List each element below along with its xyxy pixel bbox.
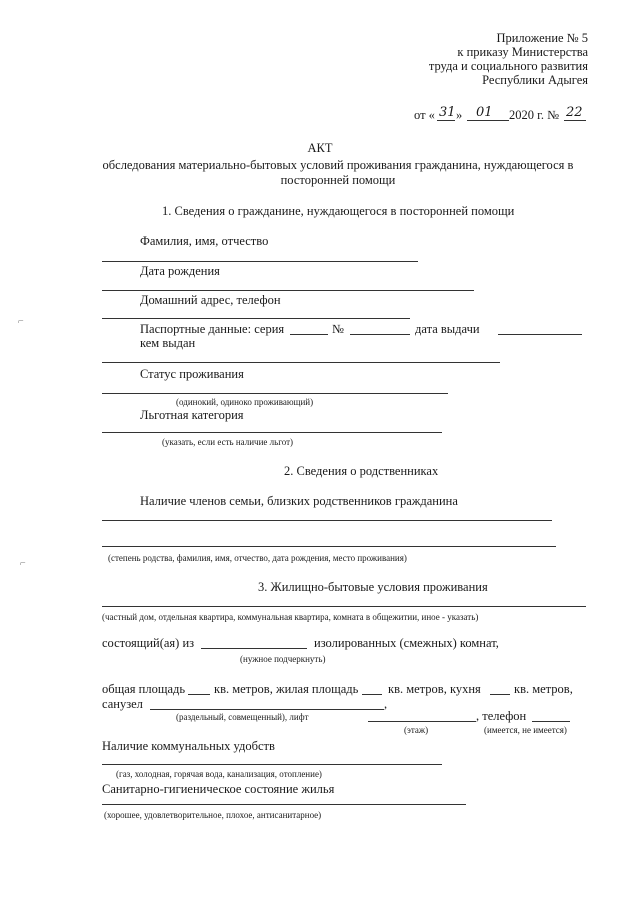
date-month-line [467,120,509,121]
field-elevator[interactable] [368,721,476,722]
label-benefit-category: Льготная категория [140,408,244,422]
date-month: 01 [476,105,493,120]
field-kitchen-area[interactable] [490,694,510,695]
hint-bathroom: (раздельный, совмещенный), лифт [176,712,309,722]
annex-line1: Приложение № 5 [496,31,588,45]
hint-floor: (этаж) [404,725,429,735]
field-living-area[interactable] [362,694,382,695]
label-living-area: кв. метров, жилая площадь [214,682,359,696]
act-number-line [564,120,586,121]
field-fio[interactable] [102,261,418,262]
label-kitchen: кв. метров, кухня [388,682,481,696]
annex-line2: к приказу Министерства [457,45,588,59]
field-relatives-2[interactable] [102,546,556,547]
hint-benefit-category: (указать, если есть наличие льгот) [162,437,294,447]
field-phone[interactable] [532,721,570,722]
hint-underline: (нужное подчеркнуть) [240,654,326,664]
section3-heading: 3. Жилищно-бытовые условия проживания [258,580,488,594]
annex-line4: Республики Адыгея [482,73,588,87]
label-relatives: Наличие членов семьи, близких родственников гражданина [140,494,458,508]
label-passport-series: Паспортные данные: серия [140,322,285,336]
hint-living-status: (одинокий, одиноко проживающий) [176,397,314,407]
label-sanitary: Санитарно-гигиеническое состояние жилья [102,782,335,796]
act-number: 22 [566,105,583,120]
label-utilities: Наличие коммунальных удобств [102,739,275,753]
field-relatives-1[interactable] [102,520,552,521]
field-living-status[interactable] [102,393,448,394]
section2-heading: 2. Сведения о родственниках [284,464,439,478]
field-utilities[interactable] [102,764,442,765]
hint-sanitary: (хорошее, удовлетворительное, плохое, антисанитарное) [104,810,322,820]
field-issue-date[interactable] [498,334,582,335]
date-year: 2020 г. № [509,108,560,122]
act-subtitle-line2: посторонней помощи [280,173,396,187]
label-fio: Фамилия, имя, отчество [140,234,269,248]
label-passport-number: № [332,322,344,336]
section1-heading: 1. Сведения о гражданине, нуждающегося в посторонней помощи [162,204,515,218]
hint-utilities: (газ, холодная, горячая вода, канализация, отопление) [116,769,322,779]
act-subtitle-line1: обследования материально-бытовых условий проживания гражданина, нуждающегося в [102,158,574,172]
act-title: АКТ [307,141,333,155]
field-sanitary[interactable] [102,804,466,805]
field-total-area[interactable] [188,694,210,695]
field-passport-number[interactable] [350,334,410,335]
field-bathroom[interactable] [150,709,384,710]
label-birth-date: Дата рождения [140,264,220,278]
hint-housing-type: (частный дом, отдельная квартира, коммунальная квартира, комната в общежитии, иное - указать) [102,612,479,622]
scan-mark: ⌐ [18,316,24,327]
label-kitchen-unit: кв. метров, [514,682,573,696]
label-rooms: изолированных (смежных) комнат, [314,636,499,650]
field-issued-by[interactable] [102,362,500,363]
comma: , [384,697,388,711]
label-issue-date: дата выдачи [415,322,480,336]
date-close: » [456,108,463,122]
annex-line3: труда и социального развития [428,59,588,73]
date-from: от « [414,108,435,122]
field-benefit-category[interactable] [102,432,442,433]
field-rooms-count[interactable] [201,648,307,649]
label-total-area: общая площадь [102,682,186,696]
field-address[interactable] [102,318,410,319]
label-consisting-of: состоящий(ая) из [102,636,195,650]
hint-relatives: (степень родства, фамилия, имя, отчество, дата рождения, место проживания) [108,553,407,563]
label-phone: , телефон [476,709,527,723]
date-day-line [437,120,455,121]
label-issued-by: кем выдан [140,336,196,350]
date-day: 31 [439,105,456,120]
label-bathroom: санузел [102,697,143,711]
field-passport-series[interactable] [290,334,328,335]
label-address: Домашний адрес, телефон [140,293,281,307]
label-living-status: Статус проживания [140,367,244,381]
hint-exists: (имеется, не имеется) [484,725,567,735]
field-housing-type[interactable] [102,606,586,607]
field-birth-date[interactable] [102,290,474,291]
scan-mark: ⌐ [20,558,26,569]
